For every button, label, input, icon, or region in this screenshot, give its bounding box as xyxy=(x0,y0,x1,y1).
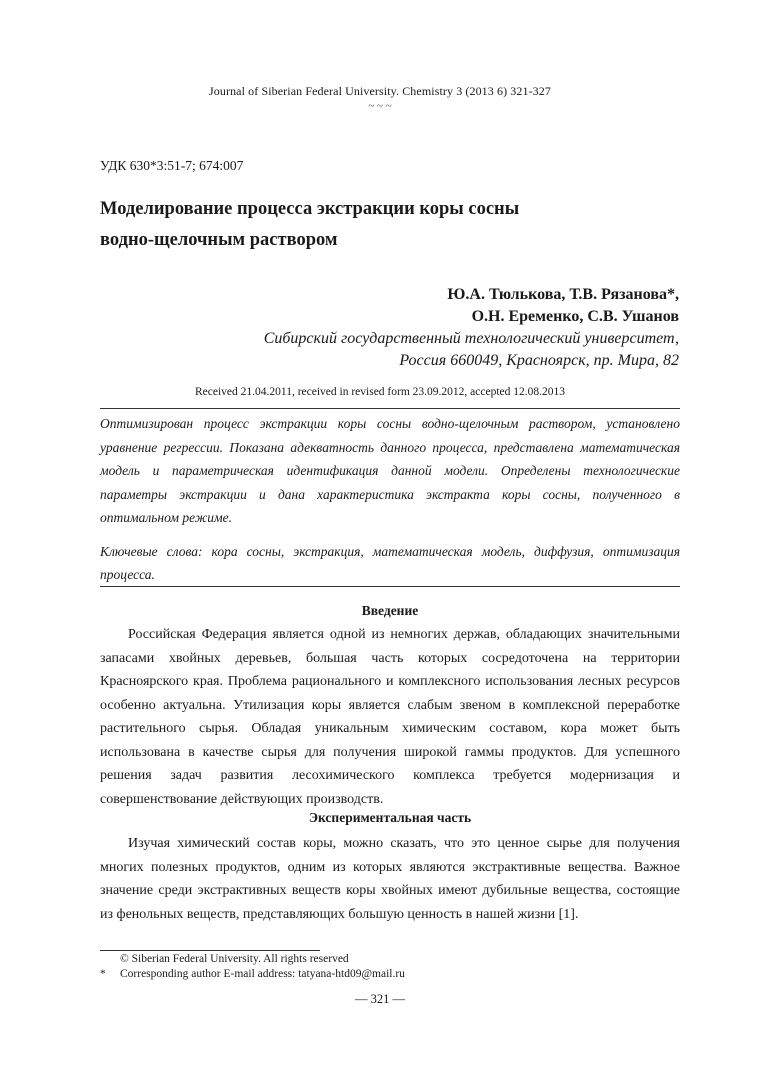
asterisk-mark: * xyxy=(100,968,106,980)
keywords: Ключевые слова: кора сосны, экстракция, математическая модель, диффузия, оптимизация процесса. xyxy=(100,544,680,582)
corresponding-email: Corresponding author E-mail address: tatyana-htd09@mail.ru xyxy=(120,968,405,980)
udk-code: УДК 630*3:51-7; 674:007 xyxy=(100,158,244,173)
copyright-text: © Siberian Federal University. All rights reserved xyxy=(120,953,349,965)
abstract-top-rule xyxy=(100,408,680,409)
article-title-line-1: Моделирование процесса экстракции коры сосны xyxy=(100,199,520,219)
authors-line-1: Ю.А. Тюлькова, Т.В. Рязанова*, xyxy=(447,286,679,303)
received-dates: Received 21.04.2011, received in revised form 23.09.2012, accepted 12.08.2013 xyxy=(194,386,566,398)
section-heading-introduction: Введение xyxy=(361,603,419,618)
affiliation-line-1: Сибирский государственный технологический университет, xyxy=(263,330,679,347)
abstract: Оптимизирован процесс экстракции коры сосны водно-щелочным раствором, установлено уравнение регрессии. Показана адекватность данного процесса, представлена математическая модель и параметрическая идентификация данной модели. Определены технологические параметры экстракции и дана характеристика экстракта коры сосны, полученного в оптимальном режиме. xyxy=(100,416,680,525)
footnote-rule xyxy=(100,950,320,951)
header-ornament: ~ ~ ~ xyxy=(368,100,392,112)
section-heading-experimental: Экспериментальная часть xyxy=(308,810,472,825)
authors xyxy=(447,284,679,328)
journal-header: Journal of Siberian Federal University. Chemistry 3 (2013 6) 321-327 xyxy=(209,84,551,98)
authors-line-2: О.Н. Еременко, С.В. Ушанов xyxy=(471,308,679,325)
footnote-copyright xyxy=(100,952,349,967)
article-title-line-2: водно-щелочным раствором xyxy=(100,230,338,250)
affiliation xyxy=(264,328,679,372)
affiliation-line-2: Россия 660049, Красноярск, пр. Мира, 82 xyxy=(399,352,679,369)
experimental-paragraph: Изучая химический состав коры, можно сказать, что это ценное сырье для получения многих полезных продуктов, одним из которых являются экстрактивные вещества. Важное значение среди экстрактивных веществ коры хвойных имеют дубильные вещества, состоящие из фенольных веществ, представляющих большую ценность в нашей жизни [1]. xyxy=(100,836,680,922)
abstract-bottom-rule xyxy=(100,586,680,587)
article-title xyxy=(100,194,519,256)
page-number: — 321 — xyxy=(355,992,405,1006)
introduction-paragraph: Российская Федерация является одной из немногих держав, обладающих значительными запасами хвойных деревьев, большая часть которых сосредоточена на территории Красноярского края. Проблема рационального и комплексного использования лесных ресурсов особенно актуальна. Утилизация коры является слабым звеном в комплексной переработке растительного сырья. Обладая уникальным химическим составом, кора может быть использована в качестве сырья для получения широкой гаммы продуктов. Для успешного решения задач развития лесохимического комплекса требуется модернизация и совершенствование действующих производств. xyxy=(100,627,680,807)
footnote-corresponding xyxy=(100,967,405,982)
